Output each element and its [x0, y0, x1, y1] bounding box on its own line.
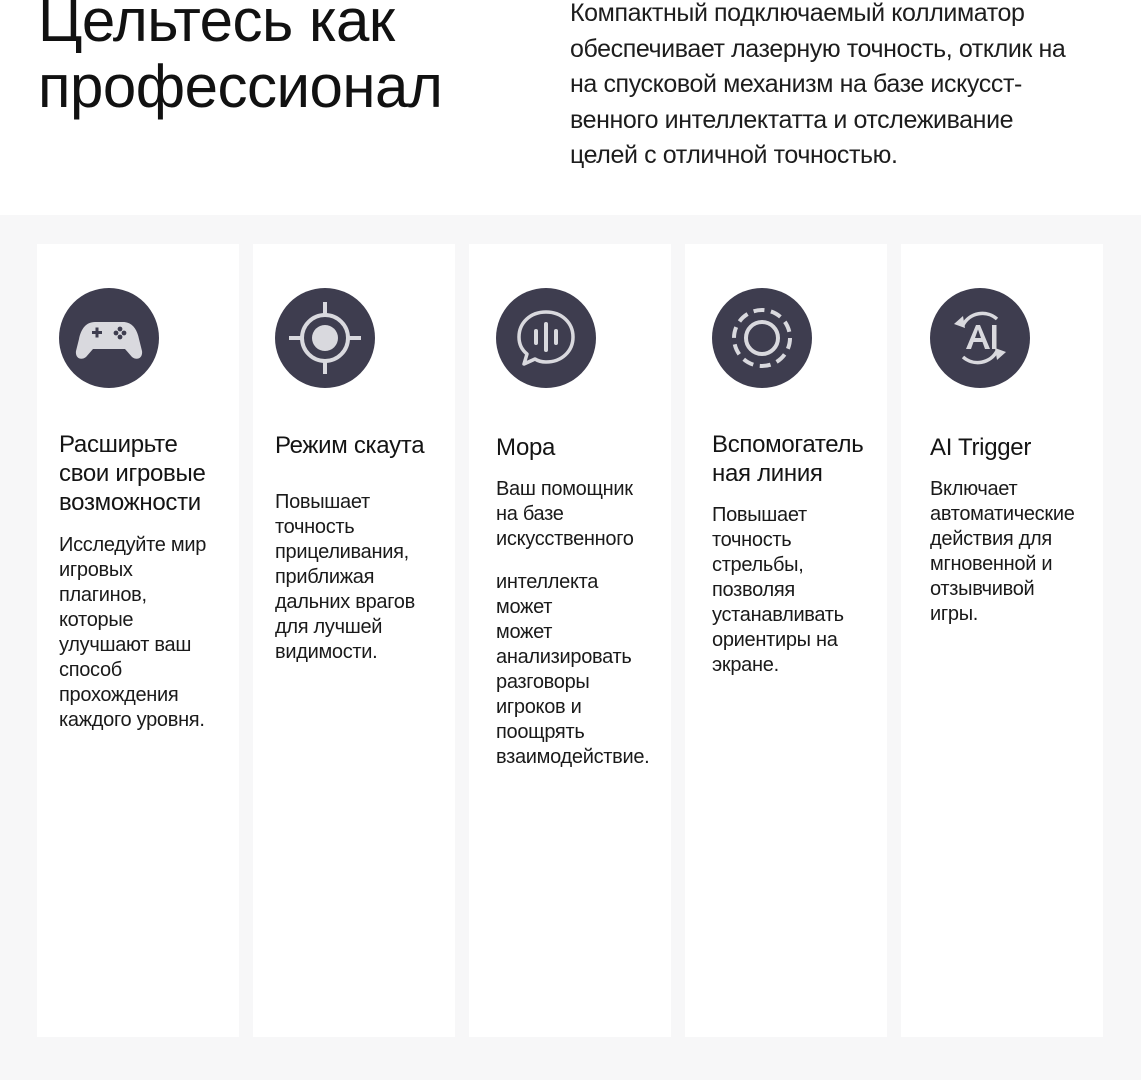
card-description — [275, 490, 451, 665]
card-title — [712, 430, 884, 488]
card-text-line: экране. — [712, 654, 779, 676]
card-description — [59, 533, 235, 733]
hero-title — [38, 0, 508, 120]
card-title — [930, 433, 1102, 462]
card-text-line: каждого уровня. — [59, 709, 205, 731]
card-text-line: может — [496, 621, 553, 643]
feature-card-gaming — [37, 244, 239, 1037]
card-title-line: Режим скаута — [275, 432, 425, 459]
card-text-line: для лучшей — [275, 616, 383, 638]
crosshair-icon — [275, 288, 375, 388]
hero-description-line: на спусковой механизм на базе искусст- — [570, 70, 1022, 98]
card-text-line: действия для — [930, 528, 1052, 550]
card-text-line: Ваш помощник — [496, 478, 633, 500]
card-text-line: отзывчивой — [930, 578, 1035, 600]
hero-section — [0, 0, 1141, 215]
card-text-line: Включает — [930, 478, 1018, 500]
hero-description-line: целей с отличной точностью. — [570, 141, 898, 169]
ai-trigger-icon — [930, 288, 1030, 388]
card-text-line: способ — [59, 659, 122, 681]
feature-card-scout-mode — [253, 244, 455, 1037]
card-text-line: позволяя — [712, 579, 795, 601]
card-text-line: стрельбы, — [712, 554, 804, 576]
hero-title-line: Цельтесь как — [38, 0, 395, 54]
card-text-line: устанавливать — [712, 604, 844, 626]
hero-description-line: Компактный подключаемый коллиматор — [570, 0, 1025, 27]
hero-description-line: обеспечивает лазерную точность, отклик на — [570, 34, 1066, 63]
voice-chat-icon — [496, 288, 596, 388]
card-text-line: Исследуйте мир — [59, 534, 207, 556]
card-description — [712, 503, 888, 678]
card-text-line: интеллекта — [496, 571, 599, 593]
card-text-line: искусственного — [496, 528, 634, 550]
card-text-line: плагинов, — [59, 584, 147, 606]
card-description — [930, 477, 1106, 627]
card-text-line: автоматические — [930, 503, 1075, 525]
card-text-line: которые — [59, 609, 134, 631]
card-title — [59, 430, 231, 517]
card-text-line: дальних врагов — [275, 591, 415, 613]
card-text-line: на базе — [496, 503, 564, 525]
hero-description-line: венного интеллектатта и отслеживание — [570, 105, 1014, 134]
feature-card-assist-line — [685, 244, 887, 1037]
card-text-line: может — [496, 596, 553, 618]
gamepad-icon — [59, 288, 159, 388]
card-title-line: возможности — [59, 489, 201, 516]
card-text-line: поощрять — [496, 721, 585, 743]
card-text-line: игроков и — [496, 696, 582, 718]
card-text-line: игровых — [59, 559, 133, 581]
target-ring-icon — [712, 288, 812, 388]
card-title-line: Вспомогатель — [712, 431, 864, 458]
card-text-line: прицеливания, — [275, 541, 409, 563]
hero-description — [570, 0, 1115, 174]
card-text-line: ориентиры на — [712, 629, 838, 651]
feature-cards — [37, 244, 1105, 1037]
card-text-line: приближая — [275, 566, 375, 588]
card-text-line: точность — [275, 516, 355, 538]
card-description — [496, 477, 672, 770]
card-text-line: анализировать — [496, 646, 632, 668]
card-title-line: свои игровые — [59, 460, 206, 487]
card-text-line: игры. — [930, 603, 979, 625]
card-title — [275, 431, 447, 460]
card-text-line: прохождения — [59, 684, 179, 706]
card-text-line: Повышает — [712, 504, 807, 526]
card-title-line: AI Trigger — [930, 434, 1032, 461]
card-title-line: ная линия — [712, 460, 823, 487]
card-title-line: Мора — [496, 434, 556, 461]
feature-card-mora — [469, 244, 671, 1037]
card-title — [496, 433, 668, 462]
hero-title-line: профессионал — [38, 53, 443, 120]
card-text-line: Повышает — [275, 491, 370, 513]
card-text-line: улучшают ваш — [59, 634, 192, 656]
feature-card-ai-trigger — [901, 244, 1103, 1037]
card-text-line: мгновенной и — [930, 553, 1053, 575]
card-text-line: взаимодействие. — [496, 746, 650, 768]
card-text-line: точность — [712, 529, 792, 551]
card-text-line: разговоры — [496, 671, 590, 693]
card-title-line: Расширьте — [59, 431, 178, 458]
card-text-line: видимости. — [275, 641, 378, 663]
